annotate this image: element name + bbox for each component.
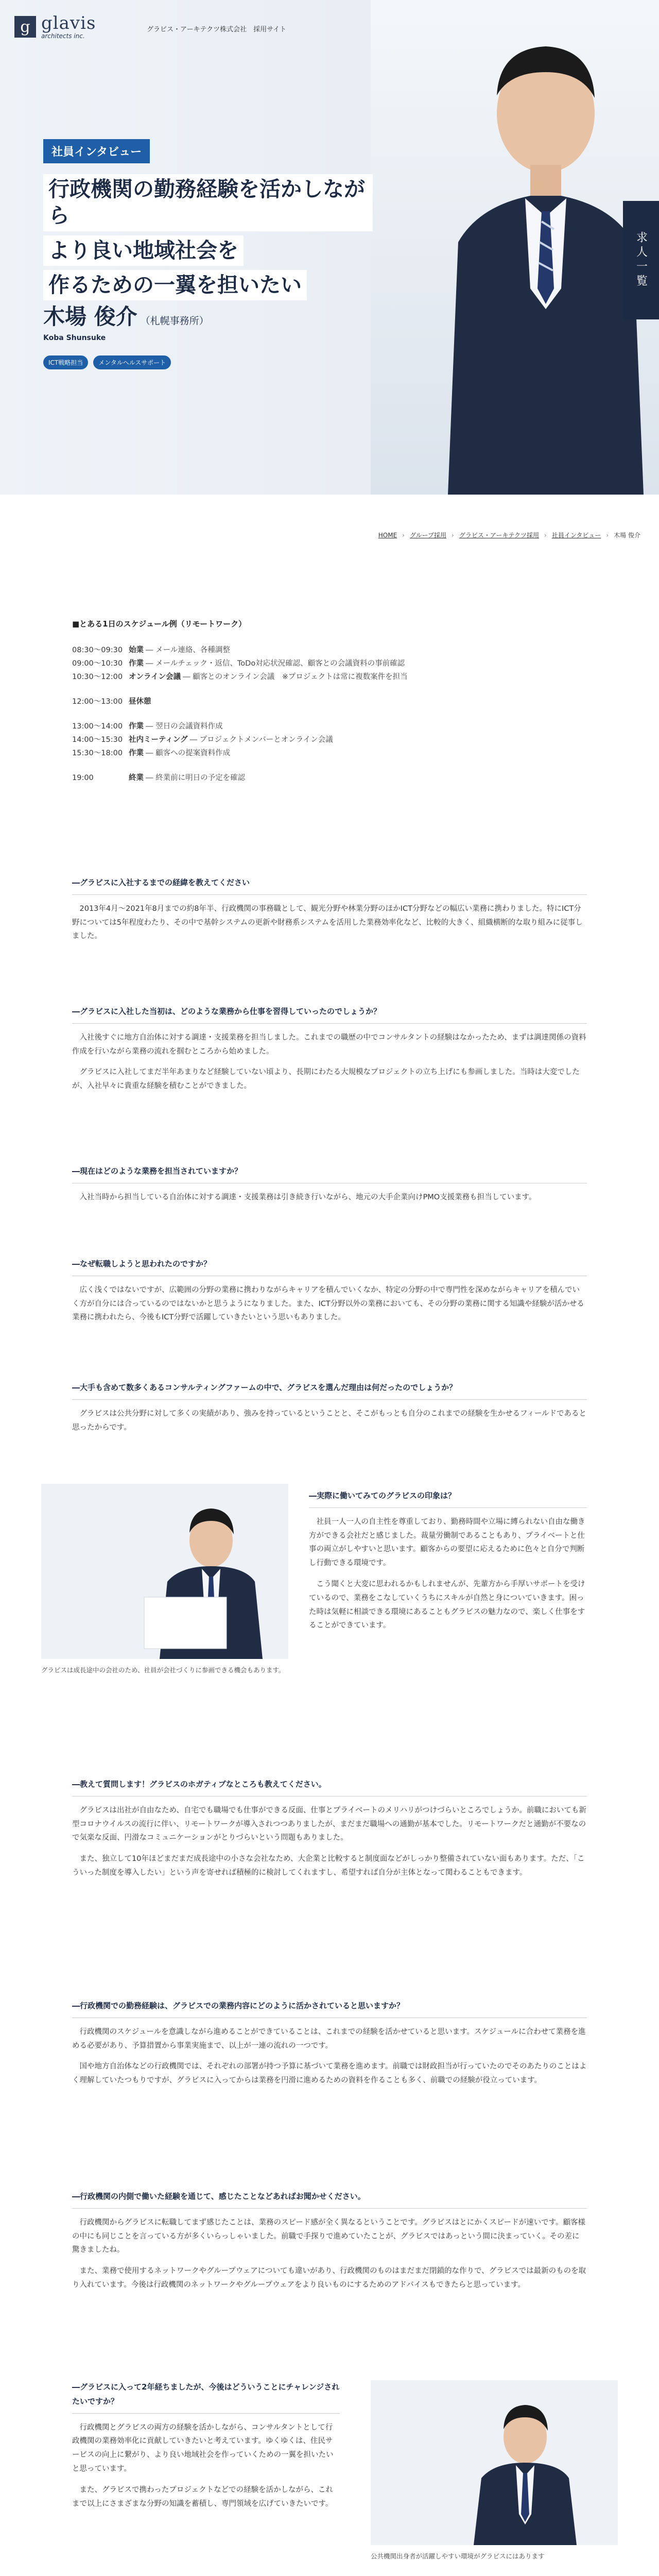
role-chip: メンタルヘルスサポート <box>93 355 171 369</box>
schedule-kind: 始業 <box>129 646 144 654</box>
breadcrumb-separator-icon: › <box>402 531 405 539</box>
breadcrumb-separator-icon: › <box>544 531 547 539</box>
qa-block <box>72 1257 587 1325</box>
schedule-row <box>72 733 587 747</box>
question: ―グラビスに入って2年経ちましたが、今後はどういうことにチャレンジされたいですか？ <box>72 2380 340 2414</box>
schedule-desc: ― メールチェック・返信、ToDo対応状況確認、顧客との会議資料の事前確認 <box>146 659 405 668</box>
person-roman-name: Koba Shunsuke <box>43 334 106 342</box>
schedule-desc: ― 顧客とのオンライン会議 ※プロジェクトは常に複数案件を担当 <box>183 673 408 681</box>
answer-paragraph: また、業務で使用するネットワークやグループウェアについても違いがあり、行政機関のものはまだまだ閉鎖的な作りで、グラビスでは最新のものを取り入れています。今後は行政機関のネットワークやグループウェアをより良いものにするためのアドバイスもできたらと思っています。 <box>72 2267 586 2289</box>
question: ―なぜ転職しようと思われたのですか？ <box>72 1257 587 1276</box>
schedule-desc: ― 翌日の会議資料作成 <box>146 722 223 731</box>
schedule-time: 08:30〜09:30 <box>72 646 123 654</box>
schedule-time: 15:30〜18:00 <box>72 749 123 757</box>
qa-block <box>72 1999 587 2088</box>
answer-paragraph: 社員一人一人の自主性を尊重しており、勤務時間や立場に縛られない自由な働き方ができる会社だと感じました。裁量労働制であることもあり、プライベートと仕事の両立がしやすいと思います。顧客からの要望に応えるために色々と自分で判断し行動できる環境です。 <box>309 1517 585 1568</box>
breadcrumb-current: 木場 俊介 <box>614 532 640 539</box>
schedule-desc: ― メール連絡、各種調整 <box>146 646 230 654</box>
question: ―グラビスに入社するまでの経緯を教えてください <box>72 876 587 895</box>
schedule-kind: 作業 <box>129 749 144 757</box>
schedule-row <box>72 747 587 760</box>
logo-mark: g <box>14 16 36 38</box>
hero-section <box>0 0 659 495</box>
answer-paragraph: 国や地方自治体などの行政機関では、それぞれの部署が持つ予算に基づいて業務を進めます。前職では財政担当が行っていたのでそのあたりのことはよく理解していたつもりですが、グラビスに入ってからは業務を円滑に進めるための資料を作ることも多く、前職での経験が役立っています。 <box>72 2062 587 2085</box>
recruit-list-tab[interactable]: 求人一覧 <box>623 201 659 319</box>
answer-paragraph: グラビスに入社してまだ半年あまりなど経験していない頃より、長期にわたる大規模なプロジェクトの立ち上げにも参画しました。当時は大変でしたが、入社早々に貴重な経験を積むことができました。 <box>72 1068 580 1091</box>
schedule-row <box>72 643 587 657</box>
role-chips <box>43 355 171 369</box>
schedule-row <box>72 720 587 733</box>
breadcrumb-home[interactable]: HOME <box>378 531 397 539</box>
schedule-kind: 作業 <box>129 659 144 668</box>
schedule-kind: 社内ミーティング <box>129 736 188 744</box>
schedule-kind: 昼休憩 <box>129 698 151 706</box>
question: ―大手も含めて数多くあるコンサルティングファームの中で、グラビスを選んだ理由は何だったのでしょうか？ <box>72 1381 587 1400</box>
question: ―行政機関での勤務経験は、グラビスでの業務内容にどのように活かされていると思いますか？ <box>72 1999 587 2018</box>
answer-paragraph: グラビスは公共分野に対して多くの実績があり、強みを持っているということと、そこがもっとも自分のこれまでの経験を生かせるフィールドであると思ったからです。 <box>72 1409 587 1432</box>
question: ―教えて質問します！グラビスのホガティブなところも教えてください。 <box>72 1777 587 1797</box>
answer-paragraph: グラビスは出社が自由なため、自宅でも職場でも仕事ができる反面、仕事とプライベートのメリハリがつけづらいところでしょうか。前職においても新型コロナウイルスの流行に伴い、リモートワークが導入されつつありましたが、まだまだ職場への通勤が基本でした。リモートワークだと通勤が不要なので気楽な反面、円滑なコミュニケーションがとりづらいという問題もありました。 <box>72 1806 586 1842</box>
hero-portrait-image <box>427 0 644 495</box>
logo-main-text: glavis <box>41 13 96 33</box>
schedule-time: 19:00 <box>72 774 94 782</box>
qa-block <box>72 1164 587 1205</box>
answer-paragraph: 行政機関とグラビスの両方の経験を活かしながら、コンサルタントとして行政機関の業務効率化に貢献していきたいと考えています。ゆくゆくは、住民サービスの向上に繋がり、より良い地域社会を作っていくための一翼を担いたいと思っています。 <box>72 2423 334 2473</box>
answer-paragraph: 入社後すぐに地方自治体に対する調達・支援業務を担当しました。これまでの職歴の中でコンサルタントの経験はなかったため、まずは調達関係の資料作成を行いながら業務の流れを掴むところから始めました。 <box>72 1033 586 1056</box>
schedule-desc: ― 終業前に明日の予定を確認 <box>146 774 246 782</box>
answer-paragraph: 入社当時から担当している自治体に対する調達・支援業務は引き続き行いながら、地元の大手企業向けPMO支援業務も担当しています。 <box>79 1193 536 1201</box>
schedule-desc: ― プロジェクトメンバーとオンライン会議 <box>189 736 333 744</box>
person-name <box>43 300 209 331</box>
question: ―グラビスに入社した当初は、どのような業務から仕事を習得していったのでしょうか？ <box>72 1005 587 1024</box>
schedule-row <box>72 771 587 785</box>
schedule-time: 09:00〜10:30 <box>72 659 123 668</box>
breadcrumb-interview[interactable]: 社員インタビュー <box>551 532 601 539</box>
schedule-kind: 終業 <box>129 774 144 782</box>
answer-paragraph: 行政機関からグラビスに転職してまず感じたことは、業務のスピード感が全く異なるということです。グラビスはとにかくスピードが速いです。顧客様の中にも同じことを言っている方が多くいらっしゃいました。前職で手探りで進めていたことが、グラビスではあっという間に決まっていく。その差に驚きましたね。 <box>72 2218 586 2255</box>
answer-paragraph: 2013年4月〜2021年8月までの約8年半、行政機関の事務職として、観光分野や林業分野のほかICT分野などの幅広い業務に携わりました。特にICT分野については5年程度わたり、その中で基幹システムの更新や財務系システムを活用した業務効率化など、比較的大きく、組織横断的な取り組みに従事しました。 <box>72 904 583 941</box>
schedule-row <box>72 657 587 670</box>
qa-block <box>72 2380 340 2511</box>
question: ―実際に働いてみてのグラビスの印象は？ <box>309 1489 587 1508</box>
site-logo[interactable] <box>14 14 96 39</box>
breadcrumb <box>378 531 640 539</box>
office-name: （札幌事務所） <box>140 315 209 327</box>
answer-paragraph: また、グラビスで携わったプロジェクトなどでの経験を活かしながら、これまで以上にさまざまな分野の知識を蓄積し、専門領域を広げていきたいです。 <box>72 2485 334 2508</box>
qa-block <box>72 1005 587 1093</box>
schedule-row <box>72 670 587 684</box>
site-name: グラビス・アーキテクツ株式会社 採用サイト <box>147 26 287 33</box>
question: ―現在はどのような業務を担当されていますか？ <box>72 1164 587 1183</box>
role-chip: ICT戦略担当 <box>43 355 88 369</box>
schedule-time: 10:30〜12:00 <box>72 673 123 681</box>
schedule-title: ■とある1日のスケジュール例（リモートワーク） <box>72 619 247 629</box>
answer-paragraph: 広く浅くではないですが、広範囲の分野の業務に携わりながらキャリアを積んでいくなか、特定の分野の中で専門性を深めながらキャリアを積んでいく方が自分には合っているのではないかと思うようになりました。また、ICT分野以外の業務においても、その分野の業務に関する知識や経験が活かせる業務に携われたら、今後もICT分野で活躍していきたいという思いもありました。 <box>72 1285 584 1322</box>
logo-sub-text: architects inc. <box>41 32 85 40</box>
qa-block <box>72 1381 587 1434</box>
schedule-kind: オンライン会議 <box>129 673 181 681</box>
hero-title-line: 作るための一翼を担いたい <box>43 270 307 300</box>
interview-photo-1 <box>41 1484 288 1659</box>
schedule-time: 14:00〜15:30 <box>72 736 123 744</box>
schedule-desc: ― 顧客への提案資料作成 <box>146 749 231 757</box>
answer-paragraph: こう聞くと大変に思われるかもしれませんが、先輩方から手厚いサポートを受けているので、業務をこなしていくうちにスキルが自然と身についていきます。困った時は気軽に相談できる環境にあることもグラビスの魅力なので、楽しく仕事をすることができています。 <box>309 1580 585 1630</box>
interview-photo-2 <box>371 2380 618 2545</box>
schedule-section <box>72 618 587 785</box>
qa-block <box>72 1777 587 1880</box>
qa-block <box>72 876 587 943</box>
interview-tag: 社員インタビュー <box>43 139 150 163</box>
schedule-time: 12:00〜13:00 <box>72 698 123 706</box>
breadcrumb-group-recruit[interactable]: グループ採用 <box>409 532 447 539</box>
answer-paragraph: 行政機関のスケジュールを意識しながら進めることができていることは、これまでの経験を活かせていると思います。スケジュールに合わせて業務を進める必要があり、予算措置から事業実施まで、以上が一連の流れの一つです。 <box>72 2027 586 2050</box>
hero-title-line: 行政機関の勤務経験を活かしながら <box>43 174 373 231</box>
breadcrumb-company-recruit[interactable]: グラビス・アーキテクツ採用 <box>459 532 540 539</box>
qa-block <box>309 1489 587 1633</box>
breadcrumb-separator-icon: › <box>606 531 609 539</box>
answer-paragraph: また、独立して10年ほどまだまだ成長途中の小さな会社なため、大企業と比較すると制度面などがしっかり整備されていない面もあります。ただ、「こういった制度を導入したい」という声を寄せれば積極的に検討してくれますし、希望すれば自分が主体となって関わることもできます。 <box>72 1855 585 1877</box>
hero-title-line: より良い地域社会を <box>43 235 244 266</box>
schedule-kind: 作業 <box>129 722 144 731</box>
photo-1-caption: グラビスは成長途中の会社のため、社員が会社づくりに参画できる機会もあります。 <box>41 1666 285 1674</box>
schedule-row <box>72 695 587 708</box>
person-name-text: 木場 俊介 <box>43 304 137 329</box>
schedule-time: 13:00〜14:00 <box>72 722 123 731</box>
photo-2-caption: 公共機関出身者が活躍しやすい環境がグラビスにはあります <box>371 2552 545 2560</box>
question: ―行政機関の内側で働いた経験を通じて、感じたことなどあればお聞かせください。 <box>72 2190 587 2209</box>
hero-title <box>43 174 373 304</box>
breadcrumb-separator-icon: › <box>452 531 454 539</box>
qa-block <box>72 2190 587 2292</box>
